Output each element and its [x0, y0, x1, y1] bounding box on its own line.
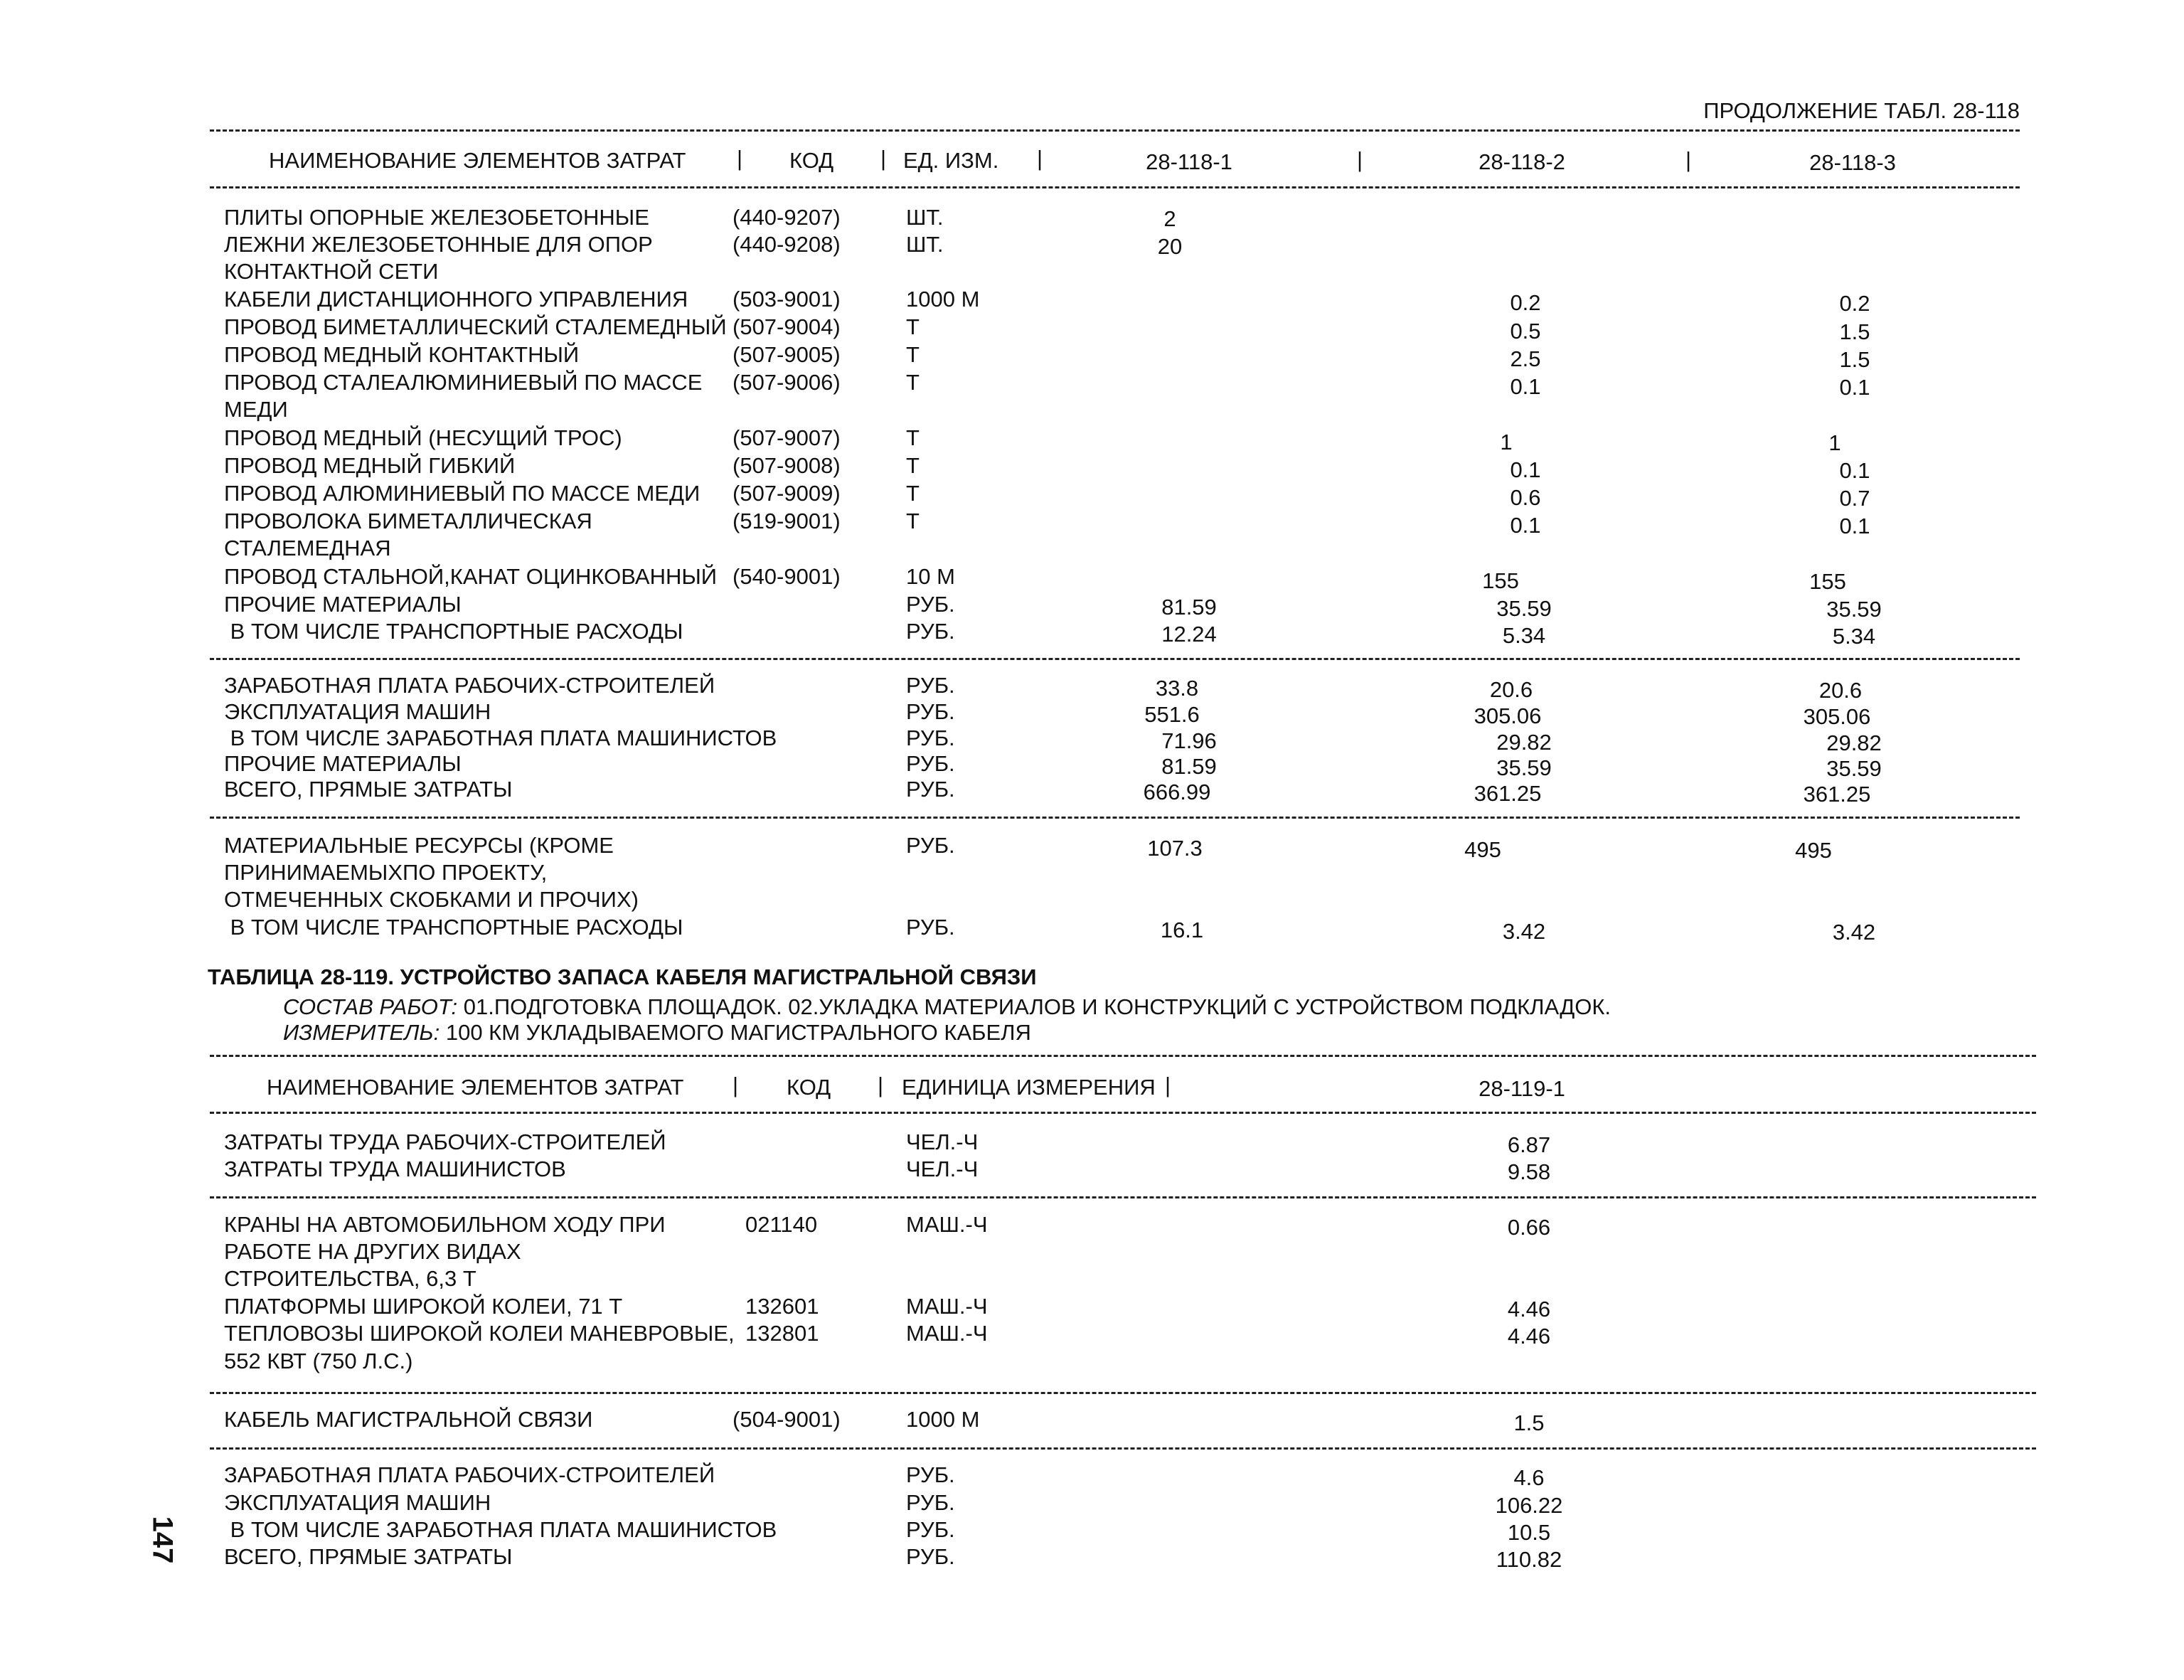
total-name: В ТОМ ЧИСЛЕ ЗАРАБОТНАЯ ПЛАТА МАШИНИСТОВ — [224, 1517, 777, 1542]
machine-unit: МАШ.-Ч — [906, 1294, 988, 1319]
machine-value: 4.46 — [1507, 1324, 1551, 1349]
header-unit: ЕД. ИЗМ. — [903, 148, 999, 173]
row-code: (507-9004) — [733, 314, 841, 339]
total-value: 33.8 — [1155, 676, 1199, 701]
resources-name: ПРИНИМАЕМЫХПО ПРОЕКТУ, — [224, 860, 548, 885]
row-name: ПРОЧИЕ МАТЕРИАЛЫ — [224, 592, 462, 617]
machine-code: 132601 — [745, 1294, 819, 1319]
resources-value: 495 — [1795, 838, 1832, 863]
row-name-cont: МЕДИ — [224, 397, 288, 422]
machine-name: ТЕПЛОВОЗЫ ШИРОКОЙ КОЛЕИ МАНЕВРОВЫЕ, — [224, 1321, 735, 1346]
row-unit: Т — [906, 425, 920, 450]
row-value: 2 — [1163, 206, 1176, 231]
machine-name: ПЛАТФОРМЫ ШИРОКОЙ КОЛЕИ, 71 Т — [224, 1294, 623, 1319]
row-unit: ШТ. — [906, 205, 944, 230]
material-value: 1.5 — [1513, 1410, 1545, 1435]
resources-sub-value: 16.1 — [1160, 918, 1204, 942]
total-unit: РУБ. — [906, 699, 955, 724]
total-value: 361.25 — [1474, 781, 1542, 806]
resources-sub-name: В ТОМ ЧИСЛЕ ТРАНСПОРТНЫЕ РАСХОДЫ — [224, 915, 683, 940]
total-value: 110.82 — [1496, 1547, 1562, 1572]
row-value: 0.2 — [1839, 291, 1870, 316]
header-name: НАИМЕНОВАНИЕ ЭЛЕМЕНТОВ ЗАТРАТ — [269, 148, 686, 173]
header-separator: | — [1165, 1073, 1171, 1097]
row-value: 155 — [1809, 569, 1846, 594]
total-value: 305.06 — [1803, 704, 1871, 729]
row-code: (440-9207) — [733, 205, 841, 230]
row-name: ПРОВОД СТАЛЬНОЙ,КАНАТ ОЦИНКОВАННЫЙ — [224, 564, 718, 589]
total-name: ЭКСПЛУАТАЦИЯ МАШИН — [224, 699, 491, 724]
row-unit: Т — [906, 342, 920, 367]
header-separator: | — [878, 1073, 884, 1097]
meter-text: 100 КМ УКЛАДЫВАЕМОГО МАГИСТРАЛЬНОГО КАБЕЛЯ — [445, 1020, 1031, 1045]
row-value: 81.59 — [1161, 595, 1217, 620]
resources-name: ОТМЕЧЕННЫХ СКОБКАМИ И ПРОЧИХ) — [224, 887, 639, 912]
row-code: (507-9005) — [733, 342, 841, 367]
material-unit: 1000 М — [906, 1407, 980, 1432]
row-value: 35.59 — [1496, 596, 1552, 621]
continuation-caption: ПРОДОЛЖЕНИЕ ТАБЛ. 28-118 — [1703, 98, 2020, 123]
total-value: 361.25 — [1803, 782, 1871, 807]
row-value: 0.1 — [1839, 458, 1870, 483]
row-value: 1.5 — [1839, 347, 1870, 372]
total-value: 81.59 — [1161, 754, 1217, 779]
resources-value: 495 — [1464, 837, 1501, 862]
total-value: 35.59 — [1826, 756, 1882, 781]
total-value: 10.5 — [1507, 1520, 1551, 1545]
row-value: 2.5 — [1510, 346, 1541, 371]
row-name: КАБЕЛИ ДИСТАНЦИОННОГО УПРАВЛЕНИЯ — [224, 287, 688, 312]
total-name: ЗАРАБОТНАЯ ПЛАТА РАБОЧИХ-СТРОИТЕЛЕЙ — [224, 673, 715, 698]
row-unit: Т — [906, 481, 920, 506]
machine-value: 0.66 — [1507, 1215, 1551, 1240]
row-unit: РУБ. — [906, 592, 955, 617]
row-code: (507-9008) — [733, 453, 841, 478]
total-value: 35.59 — [1496, 755, 1552, 780]
header-separator: | — [737, 146, 743, 171]
header-code: КОД — [787, 1075, 831, 1100]
header-code: КОД — [789, 148, 834, 173]
header-separator: | — [880, 146, 887, 171]
resources-sub-unit: РУБ. — [906, 915, 955, 940]
total-value: 20.6 — [1818, 678, 1863, 703]
labor-unit: ЧЕЛ.-Ч — [906, 1129, 979, 1154]
table-title: ТАБЛИЦА 28-119. УСТРОЙСТВО ЗАПАСА КАБЕЛЯ МАГИСТРАЛЬНОЙ СВЯЗИ — [208, 964, 1037, 989]
row-value: 0.2 — [1510, 290, 1541, 315]
total-value: 71.96 — [1161, 728, 1217, 753]
row-value: 0.7 — [1839, 486, 1870, 511]
total-unit: РУБ. — [906, 1490, 955, 1515]
total-value: 666.99 — [1143, 780, 1211, 804]
work-label: СОСТАВ РАБОТ: — [283, 994, 458, 1019]
machine-name-cont: 552 КВТ (750 Л.С.) — [224, 1349, 413, 1373]
total-unit: РУБ. — [906, 1517, 955, 1542]
labor-name: ЗАТРАТЫ ТРУДА МАШИНИСТОВ — [224, 1157, 566, 1181]
divider — [210, 817, 2020, 819]
machine-name-cont: РАБОТЕ НА ДРУГИХ ВИДАХ — [224, 1239, 521, 1264]
row-unit: Т — [906, 453, 920, 478]
total-unit: РУБ. — [906, 1544, 955, 1569]
meter-label: ИЗМЕРИТЕЛЬ: — [283, 1020, 440, 1045]
total-value: 29.82 — [1496, 730, 1552, 755]
machine-unit: МАШ.-Ч — [906, 1212, 988, 1237]
total-value: 4.6 — [1513, 1465, 1545, 1490]
row-value: 155 — [1482, 568, 1519, 593]
row-value: 0.5 — [1510, 319, 1541, 344]
divider — [210, 186, 2020, 188]
row-value: 35.59 — [1826, 597, 1882, 622]
work-composition — [283, 996, 1611, 1018]
total-unit: РУБ. — [906, 673, 955, 698]
row-unit: ШТ. — [906, 232, 944, 257]
row-name: ПРОВОД МЕДНЫЙ ГИБКИЙ — [224, 453, 516, 478]
row-name: ЛЕЖНИ ЖЕЛЕЗОБЕТОННЫЕ ДЛЯ ОПОР — [224, 232, 653, 257]
row-code: (507-9009) — [733, 481, 841, 506]
header-unit: ЕДИНИЦА ИЗМЕРЕНИЯ — [902, 1075, 1156, 1100]
resources-unit: РУБ. — [906, 833, 955, 858]
row-value: 12.24 — [1161, 622, 1217, 647]
row-name-cont: СТАЛЕМЕДНАЯ — [224, 536, 391, 560]
row-name: ПРОВОД АЛЮМИНИЕВЫЙ ПО МАССЕ МЕДИ — [224, 481, 701, 506]
divider — [210, 1447, 2036, 1450]
divider — [210, 1196, 2036, 1198]
machine-code: 132801 — [745, 1321, 819, 1346]
material-name: КАБЕЛЬ МАГИСТРАЛЬНОЙ СВЯЗИ — [224, 1407, 593, 1432]
total-name: В ТОМ ЧИСЛЕ ЗАРАБОТНАЯ ПЛАТА МАШИНИСТОВ — [224, 725, 777, 750]
divider — [210, 658, 2020, 660]
row-name: ПРОВОД МЕДНЫЙ (НЕСУЩИЙ ТРОС) — [224, 425, 622, 450]
row-code: (507-9006) — [733, 370, 841, 395]
divider — [210, 1392, 2036, 1394]
total-value: 551.6 — [1144, 702, 1200, 727]
row-code: (503-9001) — [733, 287, 841, 312]
row-value: 5.34 — [1502, 623, 1546, 648]
row-code: (507-9007) — [733, 425, 841, 450]
labor-value: 9.58 — [1507, 1159, 1551, 1184]
header-separator: | — [1357, 147, 1363, 172]
machine-code: 021140 — [745, 1212, 818, 1237]
total-unit: РУБ. — [906, 725, 955, 750]
machine-value: 4.46 — [1507, 1297, 1551, 1322]
row-name: ПРОВОД БИМЕТАЛЛИЧЕСКИЙ СТАЛЕМЕДНЫЙ — [224, 314, 727, 339]
header-name: НАИМЕНОВАНИЕ ЭЛЕМЕНТОВ ЗАТРАТ — [267, 1075, 684, 1100]
machine-name-cont: СТРОИТЕЛЬСТВА, 6,3 Т — [224, 1266, 476, 1291]
header-separator: | — [1685, 147, 1692, 172]
divider — [210, 1055, 2036, 1057]
row-value: 1 — [1828, 430, 1841, 455]
divider — [210, 129, 2020, 132]
row-unit: 10 М — [906, 564, 955, 589]
divider — [210, 1112, 2036, 1114]
row-code: (519-9001) — [733, 509, 841, 533]
row-name-cont: КОНТАКТНОЙ СЕТИ — [224, 259, 439, 284]
total-name: ПРОЧИЕ МАТЕРИАЛЫ — [224, 751, 462, 776]
row-value: 0.1 — [1510, 513, 1541, 538]
machine-unit: МАШ.-Ч — [906, 1321, 988, 1346]
row-value: 0.1 — [1839, 514, 1870, 538]
row-value: 0.6 — [1510, 485, 1541, 510]
machine-name: КРАНЫ НА АВТОМОБИЛЬНОМ ХОДУ ПРИ — [224, 1212, 666, 1237]
total-value: 305.06 — [1474, 703, 1542, 728]
row-value: 1 — [1500, 430, 1513, 454]
header-separator: | — [1037, 146, 1043, 171]
row-code: (540-9001) — [733, 564, 841, 589]
row-unit: 1000 М — [906, 287, 980, 312]
meter — [283, 1021, 1031, 1043]
row-name: ПРОВОД МЕДНЫЙ КОНТАКТНЫЙ — [224, 342, 580, 367]
header-col-28-118-1: 28-118-1 — [1146, 149, 1232, 174]
row-unit: Т — [906, 314, 920, 339]
total-unit: РУБ. — [906, 777, 955, 802]
row-unit: Т — [906, 370, 920, 395]
total-name: ЗАРАБОТНАЯ ПЛАТА РАБОЧИХ-СТРОИТЕЛЕЙ — [224, 1462, 715, 1487]
total-unit: РУБ. — [906, 751, 955, 776]
row-unit: РУБ. — [906, 619, 955, 644]
labor-value: 6.87 — [1507, 1132, 1551, 1157]
row-name: В ТОМ ЧИСЛЕ ТРАНСПОРТНЫЕ РАСХОДЫ — [224, 619, 683, 644]
row-value: 1.5 — [1839, 319, 1870, 344]
total-value: 106.22 — [1495, 1493, 1563, 1518]
total-value: 29.82 — [1826, 730, 1882, 755]
row-value: 0.1 — [1839, 375, 1870, 400]
row-name: ПЛИТЫ ОПОРНЫЕ ЖЕЛЕЗОБЕТОННЫЕ — [224, 205, 649, 230]
resources-sub-value: 3.42 — [1502, 919, 1546, 944]
labor-unit: ЧЕЛ.-Ч — [906, 1157, 979, 1181]
resources-name: МАТЕРИАЛЬНЫЕ РЕСУРСЫ (КРОМЕ — [224, 833, 614, 858]
row-unit: Т — [906, 509, 920, 533]
work-text: 01.ПОДГОТОВКА ПЛОЩАДОК. 02.УКЛАДКА МАТЕРИАЛОВ И КОНСТРУКЦИЙ С УСТРОЙСТВОМ ПОДКЛАДОК. — [463, 994, 1611, 1019]
labor-name: ЗАТРАТЫ ТРУДА РАБОЧИХ-СТРОИТЕЛЕЙ — [224, 1129, 666, 1154]
row-name: ПРОВОД СТАЛЕАЛЮМИНИЕВЫЙ ПО МАССЕ — [224, 370, 703, 395]
total-name: ЭКСПЛУАТАЦИЯ МАШИН — [224, 1490, 491, 1515]
material-code: (504-9001) — [733, 1407, 841, 1432]
header-col-28-118-2: 28-118-2 — [1479, 149, 1565, 174]
page-number: 147 — [147, 1516, 179, 1564]
row-value: 5.34 — [1832, 624, 1876, 649]
total-name: ВСЕГО, ПРЯМЫЕ ЗАТРАТЫ — [224, 777, 513, 802]
total-name: ВСЕГО, ПРЯМЫЕ ЗАТРАТЫ — [224, 1544, 513, 1569]
row-code: (440-9208) — [733, 232, 841, 257]
header-separator: | — [733, 1073, 739, 1097]
resources-value: 107.3 — [1147, 836, 1203, 861]
total-value: 20.6 — [1489, 677, 1533, 702]
row-value: 20 — [1157, 234, 1183, 259]
resources-sub-value: 3.42 — [1832, 920, 1876, 945]
header-col-28-118-3: 28-118-3 — [1809, 150, 1896, 175]
row-value: 0.1 — [1510, 374, 1541, 399]
header-col-28-119-1: 28-119-1 — [1479, 1076, 1565, 1101]
total-unit: РУБ. — [906, 1462, 955, 1487]
row-name: ПРОВОЛОКА БИМЕТАЛЛИЧЕСКАЯ — [224, 509, 592, 533]
row-value: 0.1 — [1510, 457, 1541, 482]
